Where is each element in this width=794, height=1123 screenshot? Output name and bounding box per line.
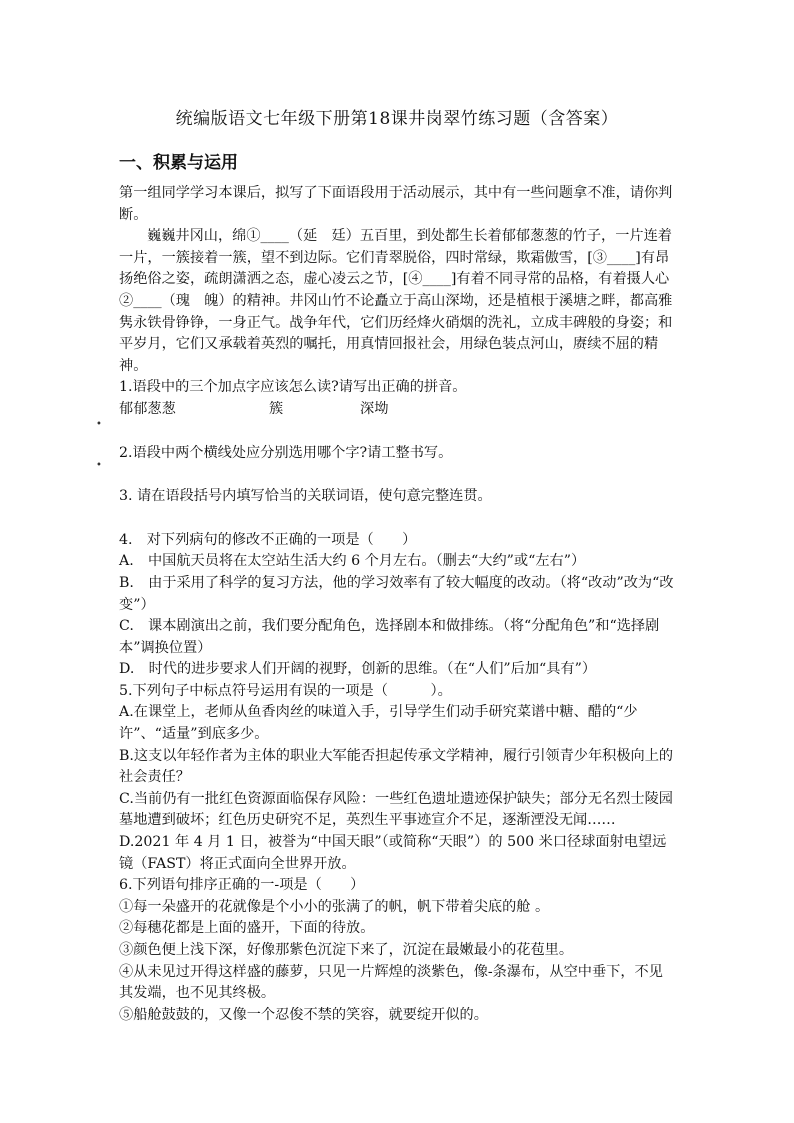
question-1: 1.语段中的三个加点字应该怎么读?请写出正确的拼音。 (119, 379, 467, 396)
q5-option-a: A.在课堂上，老师从鱼香肉丝的味道入手，引导学生们动手研究菜谱中糖、醋的“少许”、“适量”到底多少。 (119, 704, 638, 743)
q6-item-4: ④从未见过开得这样盛的藤萝，只见一片辉煌的淡紫色，像-条瀑布，从空中垂下，不见其发端，也不见其终极。 (119, 963, 663, 1002)
q6-item-5: ⑤船舱鼓鼓的，又像一个忍俊不禁的笑容，就要绽开似的。 (119, 1006, 488, 1023)
q1-word: 深坳 (360, 400, 389, 417)
q4-option-c: C. 课本剧演出之前，我们要分配角色，选择剧本和做排练。（将“分配角色”和“选择剧本”调换位置） (119, 618, 660, 656)
question-6: 6.下列语句排序正确的一-项是（ ） (119, 877, 365, 894)
q4-option-a: A. 中国航天员将在太空站生活大约 6 个月左右。（删去“大约”或“左右”） (119, 553, 586, 570)
passage-text: 巍巍井冈山，绵①____（延 廷）五百里，到处都生长着郁郁葱葱的竹子，一片连着一片，一簇接着一簇，望不到边际。它们青翠脱俗，四时常绿，欺霜傲雪，[③____]有昂扬绝俗之姿，疏朗潇洒之态，虚心凌云之节，[④____]有着不同寻常的品格，有着摄人心②____（瑰 魄）的精神。井冈山竹不论矗立于高山深坳，还是植根于溪塘之畔，都高雅隽永铁骨铮铮，一身正气。战争年代，它们历经烽火硝烟的洗礼，立成丰碑般的身姿；和平岁月，它们又承载着英烈的嘱托，用真情回报社会，用绿色装点河山，赓续不屈的精神。 (119, 228, 673, 374)
q4-option-b: B. 由于采用了科学的复习方法，他的学习效率有了较大幅度的改动。（将“改动”改为“改变”） (119, 574, 674, 613)
bullet-dot: • (96, 460, 102, 471)
q6-item-2: ②每穗花都是上面的盛开，下面的待放。 (119, 920, 375, 937)
q6-item-3: ③颜色便上浅下深，好像那紫色沉淀下来了，沉淀在最嫩最小的花苞里。 (119, 942, 574, 958)
section-heading: 一、积累与运用 (119, 153, 238, 173)
q4-option-d: D. 时代的进步要求人们开阔的视野，创新的思维。（在“人们”后加“具有”） (119, 661, 597, 678)
exercise-body (119, 183, 675, 1026)
bullet-dot: • (96, 419, 102, 430)
q5-option-b: B.这支以年轻作者为主体的职业大军能否担起传承文学精神，履行引领青少年积极向上的社会责任？ (119, 747, 674, 786)
question-5: 5.下列句子中标点符号运用有误的一项是（ ）。 (119, 682, 452, 699)
q6-item-1: ①每一朵盛开的花就像是个小小的张满了的帆，帆下带着尖底的舱 。 (119, 898, 550, 915)
q1-word: 簇 (269, 400, 284, 417)
question-2: 2.语段中两个横线处应分别选用哪个字?请工整书写。 (119, 444, 453, 461)
q1-word: 郁郁葱葱 (119, 400, 176, 417)
question-4: 4. 对下列病句的修改不正确的一项是（ ） (119, 531, 417, 548)
intro-text: 第一组同学学习本课后，拟写了下面语段用于活动展示，其中有一些问题拿不准，请你判断。 (119, 185, 673, 223)
page-title: 统编版语文七年级下册第18课井岗翠竹练习题（含答案） (175, 109, 619, 129)
q5-option-d: D.2021 年 4 月 1 日，被誉为“中国天眼”（或简称“天眼”）的 500 米口径球面射电望远镜（FAST）将正式面向全世界开放。 (119, 834, 667, 872)
q1-words (119, 399, 675, 421)
question-3: 3. 请在语段括号内填写恰当的关联词语，使句意完整连贯。 (119, 488, 492, 505)
q5-option-c: C.当前仍有一批红色资源面临保存风险：一些红色遗址遗迹保护缺失；部分无名烈士陵园墓地遭到破坏；红色历史研究不足，英烈生平事迹宣介不足，逐渐湮没无闻…… (119, 790, 673, 829)
